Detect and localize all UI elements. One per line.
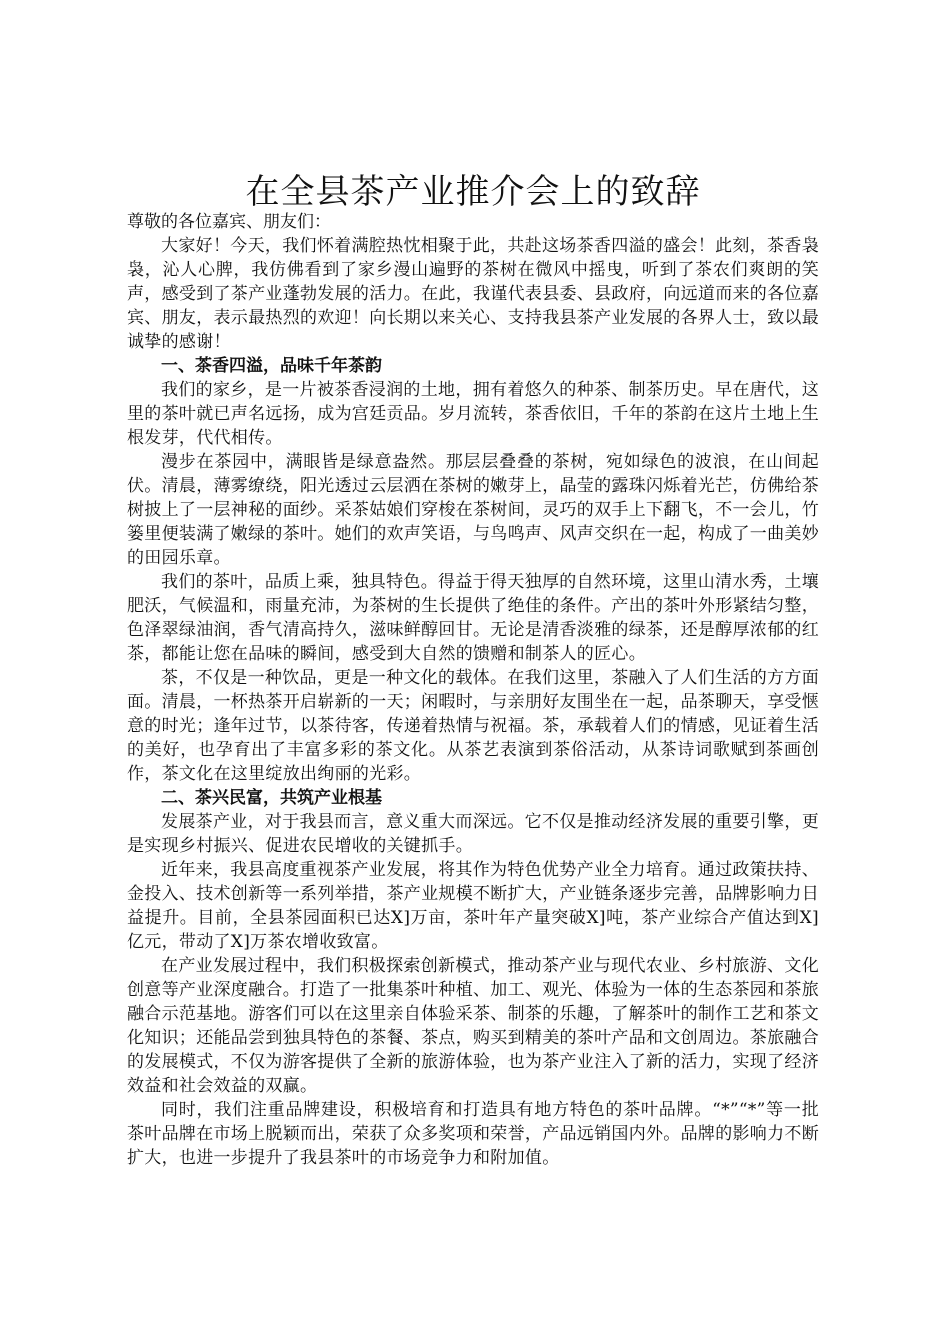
- paragraph: 茶，不仅是一种饮品，更是一种文化的载体。在我们这里，茶融入了人们生活的方方面面。清晨，一杯热茶开启崭新的一天；闲暇时，与亲朋好友围坐在一起，品茶聊天，享受惬意的时光；逢年过节，以茶待客，传递着热情与祝福。茶，承载着人们的情感，见证着生活的美好，也孕育出了丰富多彩的茶文化。从茶艺表演到茶俗活动，从茶诗词歌赋到茶画创作，茶文化在这里绽放出绚丽的光彩。: [127, 668, 819, 784]
- paragraph: 漫步在茶园中，满眼皆是绿意盎然。那层层叠叠的茶树，宛如绿色的波浪，在山间起伏。清晨，薄雾缭绕，阳光透过云层洒在茶树的嫩芽上，晶莹的露珠闪烁着光芒，仿佛给茶树披上了一层神秘的面纱。采茶姑娘们穿梭在茶树间，灵巧的双手上下翻飞，不一会儿，竹篓里便装满了嫩绿的茶叶。她们的欢声笑语，与鸟鸣声、风声交织在一起，构成了一曲美妙的田园乐章。: [127, 452, 819, 568]
- paragraph: 我们的家乡，是一片被茶香浸润的土地，拥有着悠久的种茶、制茶历史。早在唐代，这里的茶叶就已声名远扬，成为宫廷贡品。岁月流转，茶香依旧，千年的茶韵在这片土地上生根发芽，代代相传。: [127, 380, 819, 448]
- document-title: 在全县茶产业推介会上的致辞: [245, 172, 701, 212]
- paragraph: 同时，我们注重品牌建设，积极培育和打造具有地方特色的茶叶品牌。“*”“*”等一批茶叶品牌在市场上脱颖而出，荣获了众多奖项和荣誉，产品远销国内外。品牌的影响力不断扩大，也进一步提升了我县茶叶的市场竞争力和附加值。: [127, 1100, 819, 1168]
- paragraph: 在产业发展过程中，我们积极探索创新模式，推动茶产业与现代农业、乡村旅游、文化创意等产业深度融合。打造了一批集茶叶种植、加工、观光、体验为一体的生态茶园和茶旅融合示范基地。游客们可以在这里亲自体验采茶、制茶的乐趣，了解茶叶的制作工艺和茶文化知识；还能品尝到独具特色的茶餐、茶点，购买到精美的茶叶产品和文创周边。茶旅融合的发展模式，不仅为游客提供了全新的旅游体验，也为茶产业注入了新的活力，实现了经济效益和社会效益的双赢。: [127, 956, 819, 1096]
- section-heading-1: 一、茶香四溢，品味千年茶韵: [161, 356, 382, 376]
- intro-paragraph: 大家好！今天，我们怀着满腔热忱相聚于此，共赴这场茶香四溢的盛会！此刻，茶香袅袅，沁人心脾，我仿佛看到了家乡漫山遍野的茶树在微风中摇曳，听到了茶农们爽朗的笑声，感受到了茶产业蓬勃发展的活力。在此，我谨代表县委、县政府，向远道而来的各位嘉宾、朋友，表示最热烈的欢迎！向长期以来关心、支持我县茶产业发展的各界人士，致以最诚挚的感谢！: [127, 236, 819, 352]
- paragraph: 我们的茶叶，品质上乘，独具特色。得益于得天独厚的自然环境，这里山清水秀，土壤肥沃，气候温和，雨量充沛，为茶树的生长提供了绝佳的条件。产出的茶叶外形紧结匀整，色泽翠绿油润，香气清高持久，滋味鲜醇回甘。无论是清香淡雅的绿茶，还是醇厚浓郁的红茶，都能让您在品味的瞬间，感受到大自然的馈赠和制茶人的匠心。: [127, 572, 819, 664]
- paragraph: 近年来，我县高度重视茶产业发展，将其作为特色优势产业全力培育。通过政策扶持、金投入、技术创新等一系列举措，茶产业规模不断扩大，产业链条逐步完善，品牌影响力日益提升。目前，全县茶园面积已达X]万亩，茶叶年产量突破X]吨，茶产业综合产值达到X]亿元，带动了X]万茶农增收致富。: [127, 860, 819, 952]
- paragraph: 发展茶产业，对于我县而言，意义重大而深远。它不仅是推动经济发展的重要引擎，更是实现乡村振兴、促进农民增收的关键抓手。: [127, 812, 819, 856]
- section-heading-2: 二、茶兴民富，共筑产业根基: [161, 788, 382, 808]
- greeting: 尊敬的各位嘉宾、朋友们：: [127, 212, 331, 232]
- document-body: [127, 170, 819, 1170]
